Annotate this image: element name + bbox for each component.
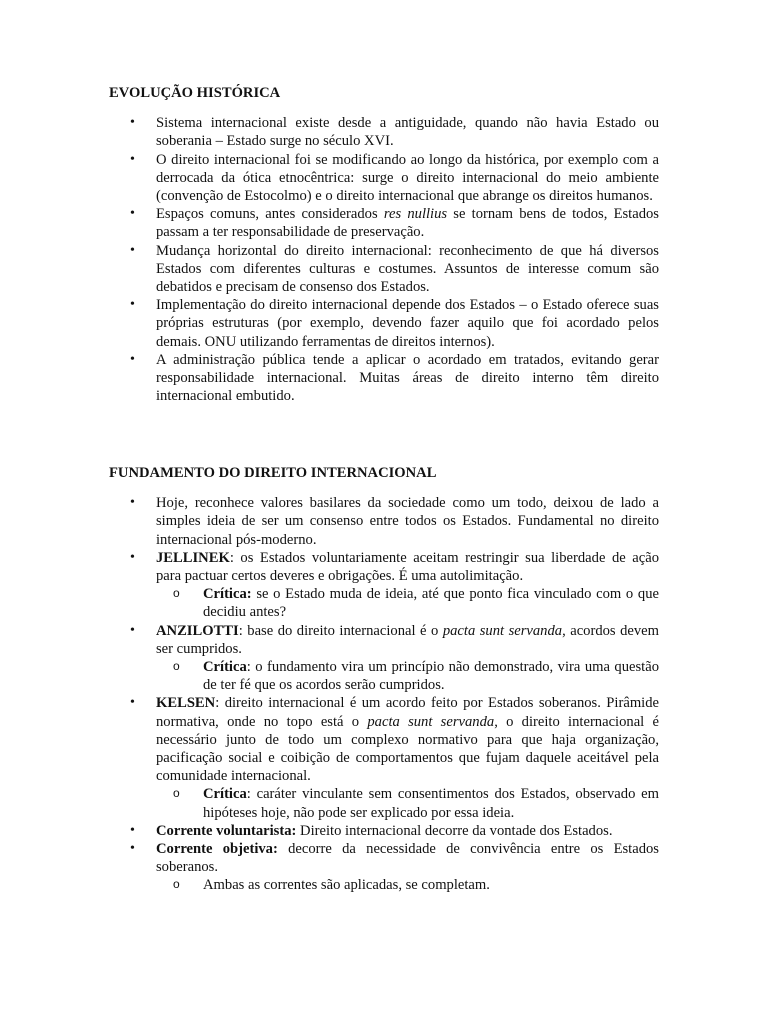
critique-text: se o Estado muda de ideia, até que ponto fica vinculado com o que decidiu antes? [203,586,659,621]
list-item: • Mudança horizontal do direito internacional: reconhecimento de que há diversos Estados com diferentes culturas e costumes. Assuntos de interesse comum são debatidos e precisam de consenso dos Estados. [109,242,659,297]
list-item-kelsen [109,694,659,821]
list-item-objetiva [109,840,659,895]
item-label: Corrente voluntarista: [156,822,297,839]
item-text: Espaços comuns, antes considerados [156,206,384,223]
section-title: EVOLUÇÃO HISTÓRICA [109,85,281,101]
list-item: • A administração pública tende a aplicar o acordado em tratados, evitando gerar responsabilidade internacional. Muitas áreas de direito interno têm direito internacional embutido. [109,351,659,406]
list-item: • Hoje, reconhece valores basilares da sociedade como um todo, deixou de lado a simples ideia de ser um consenso entre todos os Estados. Fundamental no direito internacional pós-moderno. [109,494,659,549]
item-label: Corrente objetiva: [156,841,278,858]
critique-label: Crítica: [203,586,252,603]
list-item-voluntarista [109,822,659,840]
list-item-jellinek [109,549,659,622]
item-text: : base do direito internacional é o [238,622,443,639]
latin-term: res nullius [383,206,448,223]
sub-item: o Ambas as correntes são aplicadas, se completam. [156,876,659,894]
item-text: , acordos devem ser cumpridos. [156,622,659,657]
bullet-list [109,114,659,405]
list-item-anzilotti [109,622,659,695]
author-name: JELLINEK [156,549,230,566]
sub-list [156,876,659,894]
item-text: decorre da necessidade de convivência entre os Estados soberanos. [156,841,659,876]
latin-term: pacta sunt servanda [367,713,495,730]
list-item: • O direito internacional foi se modificando ao longo da histórica, por exemplo com a derrocada da ótica etnocêntrica: surge o direito internacional do meio ambiente (convenção de Estocolmo) e o direito internacional que abrange os direitos humanos. [109,151,659,206]
item-text: : direito internacional é um acordo feito por Estados soberanos. Pirâmide normativa, onde no topo está o [156,695,659,730]
section-fundamento [109,464,659,895]
critique-text: : o fundamento vira um princípio não demonstrado, vira uma questão de ter fé que os acordos serão cumpridos. [203,659,659,694]
bullet-list [109,494,659,894]
section-evolucao-historica [109,84,659,405]
item-text: se tornam bens de todos, Estados passam a ter responsabilidade de preservação. [156,206,659,241]
list-item [109,205,659,241]
critique-item [156,785,659,821]
critique-item [156,585,659,621]
critique-item [156,658,659,694]
sub-list [156,785,659,821]
author-name: ANZILOTTI [156,622,239,639]
author-name: KELSEN [156,695,216,712]
critique-text: : caráter vinculante sem consentimentos dos Estados, observado em hipóteses hoje, não pode ser explicado por essa ideia. [203,786,659,821]
critique-label: Crítica [203,786,247,803]
list-item: • Implementação do direito internacional depende dos Estados – o Estado oferece suas próprias estruturas (por exemplo, devendo fazer aquilo que foi acordado pelos demais. ONU utilizando ferramentas de direitos internos). [109,296,659,351]
critique-label: Crítica [203,659,247,676]
list-item: • Sistema internacional existe desde a antiguidade, quando não havia Estado ou soberania – Estado surge no século XVI. [109,114,659,150]
item-text: : os Estados voluntariamente aceitam restringir sua liberdade de ação para pactuar certos deveres e obrigações. É uma autolimitação. [156,549,659,585]
item-text: Direito internacional decorre da vontade dos Estados. [296,822,613,839]
item-text: , o direito internacional é necessário junto de todo um complexo normativo para que haja organização, pacificação social e coibição de comportamentos que fujam daquele aceitável pela comunidade internacional. [156,713,659,785]
latin-term: pacta sunt servanda [442,622,563,639]
section-title: FUNDAMENTO DO DIREITO INTERNACIONAL [109,465,437,481]
sub-list [156,658,659,694]
sub-list [156,585,659,621]
